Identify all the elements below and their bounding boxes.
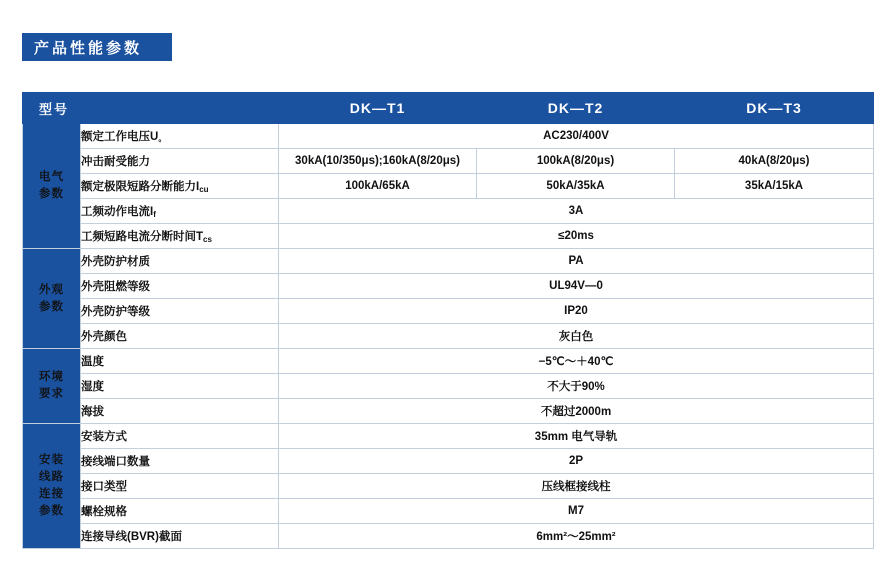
spec-table-container [22,92,873,549]
param-value-col1: 30kA(10/350μs);160kA(8/20μs) [279,149,477,174]
header-model-label: 型号 [23,93,279,124]
table-row [23,274,874,299]
param-label: 额定极限短路分断能力Icu [81,174,279,199]
param-label: 额定工作电压U。 [81,124,279,149]
param-label: 外壳防护材质 [81,249,279,274]
param-label: 螺栓规格 [81,499,279,524]
param-value: ≤20ms [279,224,874,249]
param-value: −5℃～＋40℃ [279,349,874,374]
table-row [23,199,874,224]
param-value-col1: 100kA/65kA [279,174,477,199]
param-label: 工频短路电流分断时间Tcs [81,224,279,249]
param-value: 压线框接线柱 [279,474,874,499]
table-row [23,149,874,174]
table-row [23,424,874,449]
header-column-3: DK—T3 [675,93,874,124]
param-label: 湿度 [81,374,279,399]
param-value-col3: 40kA(8/20μs) [675,149,874,174]
table-row [23,224,874,249]
spec-table [22,92,874,549]
param-label: 接口类型 [81,474,279,499]
table-row [23,249,874,274]
param-label: 海拔 [81,399,279,424]
table-row [23,349,874,374]
page-title-label: 产品性能参数 [34,39,143,57]
header-column-2: DK—T2 [477,93,675,124]
table-row [23,524,874,549]
param-label: 冲击耐受能力 [81,149,279,174]
table-row [23,399,874,424]
param-value: 6mm²～25mm² [279,524,874,549]
group-label-1: 电气 参数 [23,124,81,249]
group-label-3: 环境 要求 [23,349,81,424]
param-label: 接线端口数量 [81,449,279,474]
param-value: IP20 [279,299,874,324]
param-value: PA [279,249,874,274]
param-label: 外壳颜色 [81,324,279,349]
param-value: 不大于90% [279,374,874,399]
param-value: AC230/400V [279,124,874,149]
table-row [23,324,874,349]
page-title [22,33,172,61]
param-value-col2: 100kA(8/20μs) [477,149,675,174]
param-label: 温度 [81,349,279,374]
param-value: 3A [279,199,874,224]
param-value: 不超过2000m [279,399,874,424]
param-label: 外壳阻燃等级 [81,274,279,299]
param-value: M7 [279,499,874,524]
table-row [23,499,874,524]
param-value: 灰白色 [279,324,874,349]
param-value: 35mm 电气导轨 [279,424,874,449]
param-value-col2: 50kA/35kA [477,174,675,199]
table-row [23,299,874,324]
param-label: 工频动作电流If [81,199,279,224]
table-row [23,474,874,499]
table-header-row [23,93,874,124]
group-label-2: 外观 参数 [23,249,81,349]
param-value: 2P [279,449,874,474]
param-label: 安装方式 [81,424,279,449]
table-row [23,124,874,149]
group-label-4: 安装 线路 连接 参数 [23,424,81,549]
param-label: 外壳防护等级 [81,299,279,324]
table-row [23,374,874,399]
param-label: 连接导线(BVR)截面 [81,524,279,549]
param-value-col3: 35kA/15kA [675,174,874,199]
header-column-1: DK—T1 [279,93,477,124]
table-row [23,449,874,474]
param-value: UL94V—0 [279,274,874,299]
table-row [23,174,874,199]
